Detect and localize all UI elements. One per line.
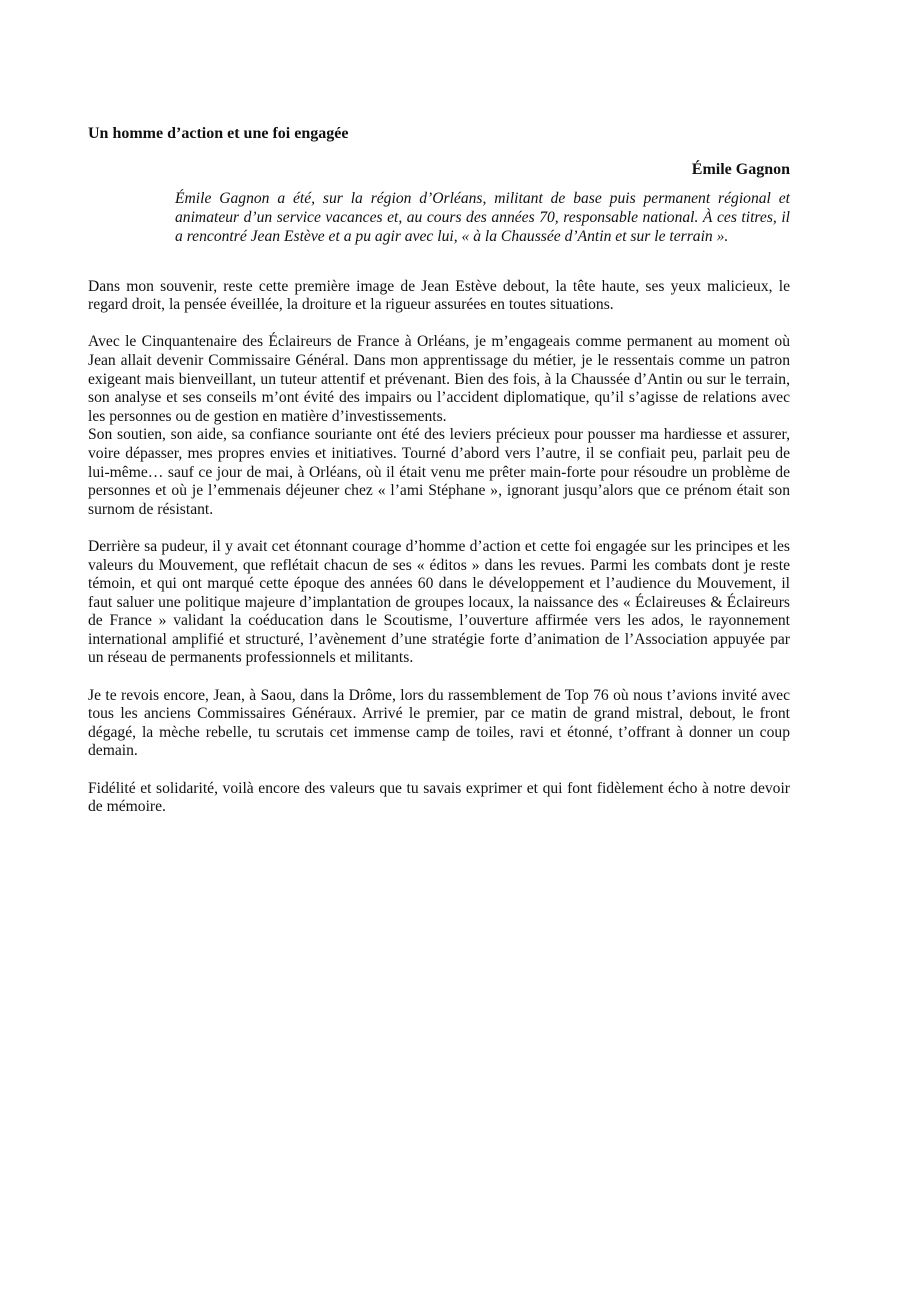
body-paragraph: Son soutien, son aide, sa confiance souriante ont été des leviers précieux pour pousser ma hardiesse et assurer, voire dépasser, mes propres envies et initiatives. Tourné d’abord vers l’autre, il se confiait peu, parlait peu de lui-même… sauf ce jour de mai, à Orléans, où il était venu me prêter main-forte pour résoudre un problème de personnes et où je l’emmenais déjeuner chez « l’ami Stéphane », ignorant jusqu’alors que ce prénom était son surnom de résistant. — [88, 426, 790, 518]
body-paragraph: Je te revois encore, Jean, à Saou, dans la Drôme, lors du rassemblement de Top 76 où nous t’avions invité avec tous les anciens Commissaires Généraux. Arrivé le premier, par ce matin de grand mistral, debout, le front dégagé, la mèche rebelle, tu scrutais cet immense camp de toiles, ravi et étonné, t’offrant à donner un coup demain. — [88, 686, 790, 760]
article-intro: Émile Gagnon a été, sur la région d’Orléans, militant de base puis permanent régional et animateur d’un service vacances et, au cours des années 70, responsable national. À ces titres, il a rencontré Jean Estève et a pu agir avec lui, « à la Chaussée d’Antin et sur le terrain ». — [175, 190, 790, 246]
document-page — [88, 124, 790, 817]
article-title: Un homme d’action et une foi engagée — [88, 125, 349, 142]
body-paragraph: Fidélité et solidarité, voilà encore des valeurs que tu savais exprimer et qui font fidèlement écho à notre devoir de mémoire. — [88, 779, 790, 816]
body-paragraph: Derrière sa pudeur, il y avait cet étonnant courage d’homme d’action et cette foi engagée sur les principes et les valeurs du Mouvement, que reflétait chacun de ses « éditos » dans les revues. Parmi les combats dont je reste témoin, et qui ont marqué cette époque des années 60 dans le développement et l’audience du Mouvement, il faut saluer une politique majeure d’implantation de groupes locaux, la naissance des « Éclaireuses & Éclaireurs de France » validant la coéducation dans le Scoutisme, l’ouverture affirmée vers les ados, le rayonnement international amplifié et structuré, l’avènement d’une stratégie forte d’animation de l’Association appuyée par un réseau de permanents professionnels et militants. — [88, 537, 790, 667]
article-author: Émile Gagnon — [691, 161, 790, 178]
body-paragraph: Dans mon souvenir, reste cette première image de Jean Estève debout, la tête haute, ses yeux malicieux, le regard droit, la pensée éveillée, la droiture et la rigueur assurées en toutes situations. — [88, 277, 790, 314]
article-body — [88, 278, 790, 817]
body-paragraph: Avec le Cinquantenaire des Éclaireurs de France à Orléans, je m’engageais comme permanent au moment où Jean allait devenir Commissaire Général. Dans mon apprentissage du métier, je le ressentais comme un patron exigeant mais bienveillant, un tuteur attentif et prévenant. Bien des fois, à la Chaussée d’Antin ou sur le terrain, son analyse et ses conseils m’ont évité des impairs ou l’accident diplomatique, qu’il s’agisse de relations avec les personnes ou de gestion en matière d’investissements. — [88, 333, 790, 425]
